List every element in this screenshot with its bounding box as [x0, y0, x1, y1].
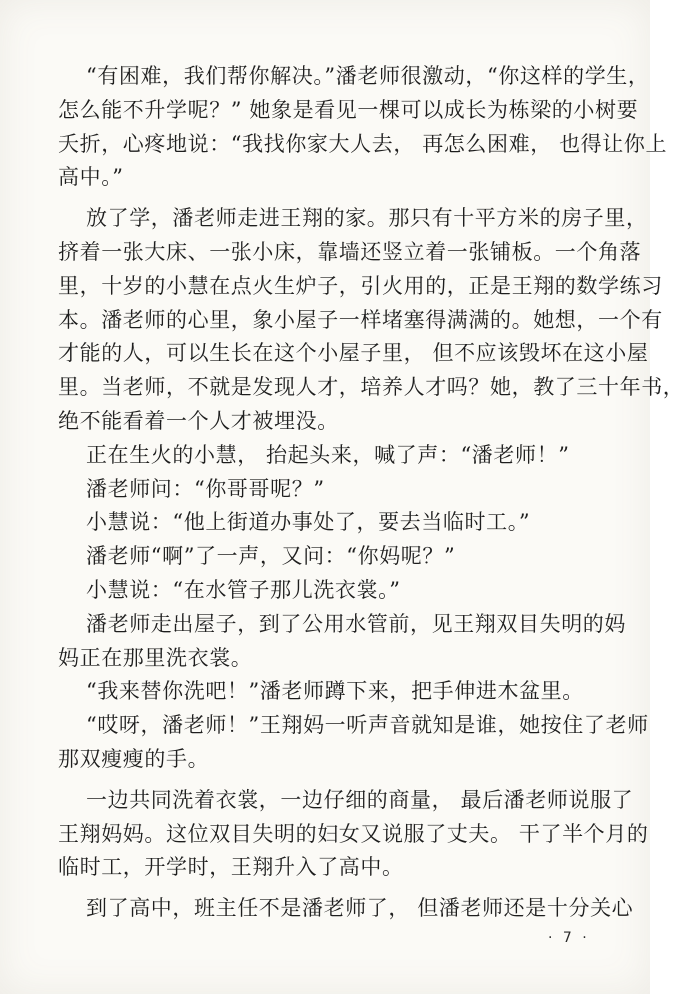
text-line: “有困难，我们帮你解决。”潘老师很激动，“你这样的学生， — [86, 64, 650, 88]
text-line: 王翔妈妈。这位双目失明的妇女又说服了丈夫。 干了半个月的 — [58, 821, 649, 846]
text-line: 潘老师“啊”了一声，又问：“你妈呢？” — [86, 544, 456, 569]
paragraph-4 — [58, 473, 618, 507]
paragraph-12 — [58, 892, 634, 926]
text-line: 到了高中，班主任不是潘老师了， 但潘老师还是十分关心 — [86, 896, 634, 921]
text-line: 潘老师问：“你哥哥呢？” — [86, 476, 325, 501]
text-line: “我来替你洗吧！”潘老师蹲下来，把手伸进木盆里。 — [86, 679, 584, 704]
text-line: 挤着一张大床、一张小床，靠墙还竖立着一张铺板。一个角落 — [58, 239, 642, 264]
text-line: 那双瘦瘦的手。 — [58, 746, 210, 771]
text-line: 放了学，潘老师走进王翔的家。那只有十平方米的房子里， — [86, 206, 648, 231]
text-line: 临时工，开学时，王翔升入了高中。 — [58, 855, 404, 880]
paragraph-8 — [58, 608, 626, 676]
text-line: “哎呀，潘老师！”王翔妈一听声音就知是谁，她按住了老师 — [86, 713, 649, 738]
paragraph-1 — [58, 60, 668, 195]
paragraph-9 — [58, 675, 618, 709]
paragraph-11 — [58, 784, 649, 885]
text-line: 小慧说：“在水管子那儿洗衣裳。” — [86, 577, 401, 602]
text-line: 里。当老师，不就是发现人才，培养人才吗？她，教了三十年书， — [58, 375, 684, 400]
text-line: 绝不能看着一个人才被埋没。 — [58, 408, 339, 433]
text-line: 一边共同洗着衣裳，一边仔细的商量， 最后潘老师说服了 — [86, 787, 634, 812]
paragraph-6 — [58, 540, 618, 574]
page-number: · 7 · — [548, 930, 590, 946]
body-text — [58, 60, 684, 926]
text-line: 高中。” — [58, 165, 124, 190]
text-line: 怎么能不升学呢？” 她象是看见一棵可以成长为栋梁的小树要 — [58, 97, 639, 122]
text-line: 夭折，心疼地说：“我找你家大人去， 再怎么困难， 也得让你上 — [58, 131, 668, 156]
text-line: 正在生火的小慧， 抬起头来，喊了声：“潘老师！” — [86, 442, 570, 467]
text-line: 才能的人，可以生长在这个小屋子里， 但不应该毁坏在这小屋 — [58, 341, 649, 366]
paragraph-7 — [58, 574, 618, 608]
paragraph-5 — [58, 506, 618, 540]
text-line: 妈正在那里洗衣裳。 — [58, 645, 253, 670]
paragraph-10 — [58, 709, 649, 777]
paragraph-2 — [58, 202, 684, 439]
text-line: 本。潘老师的心里，象小屋子一样堵塞得满满的。她想，一个有 — [58, 307, 663, 332]
text-line: 里，十岁的小慧在点火生炉子，引火用的，正是王翔的数学练习 — [58, 273, 663, 298]
text-line: 小慧说：“他上街道办事处了，要去当临时工。” — [86, 510, 531, 535]
text-line: 潘老师走出屋子，到了公用水管前，见王翔双目失明的妈 — [86, 611, 626, 636]
paragraph-3 — [58, 439, 618, 473]
